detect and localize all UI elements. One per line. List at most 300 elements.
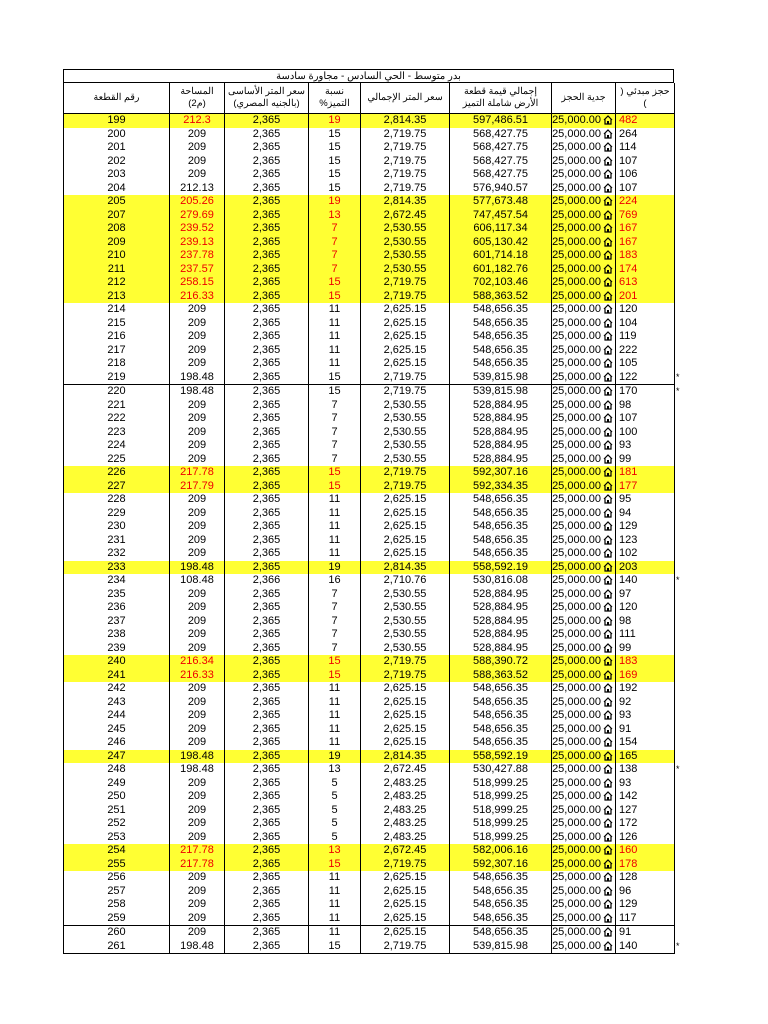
cell-reservations: 93 [616, 777, 675, 791]
cell-plot-no: 234 [64, 574, 170, 588]
deposit-value: 25,000.00 [552, 452, 601, 465]
cell-plot-no: 232 [64, 547, 170, 561]
table-row [64, 330, 675, 344]
deposit-value: 25,000.00 [552, 533, 601, 546]
table-body [64, 114, 675, 954]
deposit-value: 25,000.00 [552, 695, 601, 708]
deposit-value: 25,000.00 [552, 871, 601, 884]
deposit-value: 25,000.00 [552, 493, 601, 506]
cell-total-meter-price: 2,719.75 [361, 182, 450, 196]
cell-area: 209 [170, 520, 225, 534]
cell-base-price: 2,365 [225, 439, 309, 453]
cell-total-value: 548,656.35 [450, 344, 552, 358]
cell-deposit [552, 723, 616, 737]
cell-reservations: 123 [616, 534, 675, 548]
house-icon [603, 764, 613, 774]
table-row [64, 128, 675, 142]
table-row [64, 709, 675, 723]
cell-premium-pct: 11 [309, 493, 361, 507]
table-row [64, 195, 675, 209]
table-row [64, 777, 675, 791]
cell-reservations: 91 [616, 926, 675, 940]
header-premium-pct: نسبة التميز% [309, 83, 361, 114]
cell-premium-pct: 7 [309, 222, 361, 236]
cell-deposit [552, 168, 616, 182]
cell-total-meter-price: 2,672.45 [361, 209, 450, 223]
cell-total-value: 548,656.35 [450, 898, 552, 912]
cell-premium-pct: 7 [309, 439, 361, 453]
cell-base-price: 2,365 [225, 412, 309, 426]
table-row [64, 858, 675, 872]
house-icon [603, 250, 613, 260]
cell-total-value: 548,656.35 [450, 330, 552, 344]
cell-plot-no: 228 [64, 493, 170, 507]
cell-deposit [552, 696, 616, 710]
cell-total-value: 528,884.95 [450, 628, 552, 642]
cell-total-value: 568,427.75 [450, 168, 552, 182]
cell-total-meter-price: 2,625.15 [361, 547, 450, 561]
table-row [64, 141, 675, 155]
house-icon [603, 494, 613, 504]
table-row [64, 114, 675, 128]
row-star-mark: * [676, 575, 680, 585]
row-star-mark: * [676, 764, 680, 774]
cell-plot-no: 260 [64, 926, 170, 940]
plots-table [63, 83, 675, 954]
cell-area: 209 [170, 642, 225, 656]
house-icon [603, 616, 613, 626]
table-row [64, 601, 675, 615]
deposit-value: 25,000.00 [552, 235, 601, 248]
cell-plot-no: 257 [64, 885, 170, 899]
cell-total-value: 548,656.35 [450, 493, 552, 507]
cell-plot-no: 204 [64, 182, 170, 196]
cell-total-value: 577,673.48 [450, 195, 552, 209]
cell-total-value: 548,656.35 [450, 926, 552, 940]
cell-total-value: 606,117.34 [450, 222, 552, 236]
deposit-value: 25,000.00 [552, 289, 601, 302]
cell-deposit [552, 114, 616, 128]
cell-premium-pct: 15 [309, 141, 361, 155]
header-total-meter-price: سعر المتر الإجمالي [361, 83, 450, 114]
cell-base-price: 2,365 [225, 601, 309, 615]
price-sheet [63, 69, 674, 954]
cell-reservations: 114 [616, 141, 675, 155]
house-icon [603, 643, 613, 653]
cell-total-value: 539,815.98 [450, 940, 552, 954]
cell-base-price: 2,365 [225, 588, 309, 602]
cell-reservations: 91 [616, 723, 675, 737]
sheet-title: بدر متوسط - الحي السادس - مجاورة سادسة [63, 69, 674, 83]
cell-area: 209 [170, 912, 225, 926]
cell-area: 209 [170, 790, 225, 804]
cell-base-price: 2,365 [225, 844, 309, 858]
cell-premium-pct: 11 [309, 723, 361, 737]
cell-total-meter-price: 2,719.75 [361, 155, 450, 169]
cell-deposit [552, 209, 616, 223]
deposit-value: 25,000.00 [552, 803, 601, 816]
cell-deposit [552, 399, 616, 413]
cell-total-value: 528,884.95 [450, 439, 552, 453]
cell-area: 209 [170, 736, 225, 750]
cell-deposit [552, 561, 616, 575]
cell-reservations: 160 [616, 844, 675, 858]
cell-premium-pct: 5 [309, 790, 361, 804]
cell-total-value: 576,940.57 [450, 182, 552, 196]
cell-deposit [552, 898, 616, 912]
table-row [64, 696, 675, 710]
cell-total-value: 588,363.52 [450, 669, 552, 683]
cell-reservations: 172 [616, 817, 675, 831]
cell-total-meter-price: 2,710.76 [361, 574, 450, 588]
cell-premium-pct: 11 [309, 709, 361, 723]
cell-base-price: 2,365 [225, 209, 309, 223]
cell-premium-pct: 16 [309, 574, 361, 588]
deposit-value: 25,000.00 [552, 181, 601, 194]
cell-deposit [552, 736, 616, 750]
cell-plot-no: 199 [64, 114, 170, 128]
cell-reservations: 264 [616, 128, 675, 142]
row-star-mark: * [676, 940, 680, 951]
cell-premium-pct: 13 [309, 209, 361, 223]
cell-deposit [552, 453, 616, 467]
cell-total-value: 592,334.35 [450, 480, 552, 494]
cell-area: 209 [170, 453, 225, 467]
cell-deposit [552, 344, 616, 358]
house-icon [603, 427, 613, 437]
cell-premium-pct: 15 [309, 155, 361, 169]
cell-deposit [552, 817, 616, 831]
deposit-value: 25,000.00 [552, 547, 601, 560]
cell-reservations: 222 [616, 344, 675, 358]
cell-reservations: 92 [616, 696, 675, 710]
house-icon [603, 670, 613, 680]
cell-total-value: 747,457.54 [450, 209, 552, 223]
cell-reservations: 183 [616, 249, 675, 263]
cell-reservations: 106 [616, 168, 675, 182]
cell-premium-pct: 7 [309, 601, 361, 615]
house-icon [603, 832, 613, 842]
cell-area: 209 [170, 344, 225, 358]
cell-plot-no: 246 [64, 736, 170, 750]
table-row [64, 588, 675, 602]
cell-area: 108.48 [170, 574, 225, 588]
table-row [64, 615, 675, 629]
cell-premium-pct: 5 [309, 804, 361, 818]
house-icon [603, 115, 613, 125]
table-row [64, 480, 675, 494]
cell-area: 209 [170, 926, 225, 940]
cell-premium-pct: 19 [309, 561, 361, 575]
cell-premium-pct: 15 [309, 182, 361, 196]
deposit-value: 25,000.00 [552, 479, 601, 492]
deposit-value: 25,000.00 [552, 763, 601, 776]
cell-reservations: 154 [616, 736, 675, 750]
cell-area: 209 [170, 317, 225, 331]
table-row [64, 439, 675, 453]
cell-premium-pct: 15 [309, 276, 361, 290]
house-icon [603, 358, 613, 368]
deposit-value: 25,000.00 [552, 722, 601, 735]
cell-total-value: 702,103.46 [450, 276, 552, 290]
cell-deposit [552, 642, 616, 656]
cell-plot-no: 214 [64, 303, 170, 317]
cell-plot-no: 261 [64, 940, 170, 954]
deposit-value: 25,000.00 [552, 926, 601, 939]
cell-plot-no: 243 [64, 696, 170, 710]
cell-plot-no: 210 [64, 249, 170, 263]
cell-total-meter-price: 2,530.55 [361, 628, 450, 642]
deposit-value: 25,000.00 [552, 114, 601, 127]
table-row [64, 222, 675, 236]
cell-premium-pct: 19 [309, 114, 361, 128]
cell-plot-no: 201 [64, 141, 170, 155]
cell-premium-pct: 11 [309, 344, 361, 358]
table-row [64, 507, 675, 521]
cell-total-value: 548,656.35 [450, 736, 552, 750]
cell-base-price: 2,365 [225, 222, 309, 236]
table-row [64, 669, 675, 683]
cell-total-meter-price: 2,483.25 [361, 831, 450, 845]
cell-area: 198.48 [170, 940, 225, 954]
cell-deposit [552, 804, 616, 818]
cell-premium-pct: 15 [309, 655, 361, 669]
cell-total-meter-price: 2,625.15 [361, 898, 450, 912]
cell-base-price: 2,365 [225, 520, 309, 534]
cell-reservations: 183 [616, 655, 675, 669]
cell-area: 209 [170, 615, 225, 629]
cell-reservations: 127 [616, 804, 675, 818]
cell-base-price: 2,365 [225, 723, 309, 737]
cell-reservations: 99 [616, 642, 675, 656]
house-icon [603, 142, 613, 152]
table-row [64, 940, 675, 954]
house-icon [603, 805, 613, 815]
cell-total-value: 548,656.35 [450, 534, 552, 548]
cell-reservations: 93 [616, 439, 675, 453]
cell-total-meter-price: 2,625.15 [361, 696, 450, 710]
cell-base-price: 2,365 [225, 709, 309, 723]
cell-total-value: 548,656.35 [450, 709, 552, 723]
cell-area: 216.33 [170, 669, 225, 683]
cell-plot-no: 212 [64, 276, 170, 290]
cell-total-value: 548,656.35 [450, 696, 552, 710]
cell-reservations: 98 [616, 615, 675, 629]
cell-base-price: 2,365 [225, 534, 309, 548]
cell-total-meter-price: 2,719.75 [361, 655, 450, 669]
cell-total-value: 528,884.95 [450, 601, 552, 615]
cell-premium-pct: 5 [309, 777, 361, 791]
house-icon [603, 724, 613, 734]
cell-total-meter-price: 2,530.55 [361, 588, 450, 602]
cell-premium-pct: 15 [309, 128, 361, 142]
cell-reservations: 174 [616, 263, 675, 277]
house-icon [603, 386, 613, 396]
table-row [64, 453, 675, 467]
cell-total-value: 528,884.95 [450, 588, 552, 602]
cell-area: 209 [170, 777, 225, 791]
cell-area: 209 [170, 128, 225, 142]
house-icon [603, 845, 613, 855]
cell-deposit [552, 655, 616, 669]
cell-area: 198.48 [170, 561, 225, 575]
deposit-value: 25,000.00 [552, 641, 601, 654]
cell-premium-pct: 19 [309, 750, 361, 764]
cell-plot-no: 200 [64, 128, 170, 142]
cell-area: 209 [170, 547, 225, 561]
cell-deposit [552, 507, 616, 521]
table-row [64, 763, 675, 777]
deposit-value: 25,000.00 [552, 127, 601, 140]
cell-area: 237.57 [170, 263, 225, 277]
cell-base-price: 2,365 [225, 114, 309, 128]
cell-reservations: 178 [616, 858, 675, 872]
cell-area: 239.52 [170, 222, 225, 236]
table-row [64, 831, 675, 845]
cell-area: 239.13 [170, 236, 225, 250]
deposit-value: 25,000.00 [552, 316, 601, 329]
cell-base-price: 2,365 [225, 912, 309, 926]
cell-plot-no: 218 [64, 357, 170, 371]
cell-plot-no: 216 [64, 330, 170, 344]
cell-premium-pct: 11 [309, 507, 361, 521]
house-icon [603, 467, 613, 477]
cell-premium-pct: 7 [309, 426, 361, 440]
cell-reservations: 120 [616, 601, 675, 615]
deposit-value: 25,000.00 [552, 830, 601, 843]
house-icon [603, 710, 613, 720]
cell-total-meter-price: 2,530.55 [361, 426, 450, 440]
cell-reservations: 203 [616, 561, 675, 575]
house-icon [603, 400, 613, 410]
cell-deposit [552, 601, 616, 615]
cell-total-value: 518,999.25 [450, 804, 552, 818]
table-row [64, 357, 675, 371]
cell-premium-pct: 11 [309, 534, 361, 548]
cell-base-price: 2,365 [225, 399, 309, 413]
cell-plot-no: 209 [64, 236, 170, 250]
deposit-value: 25,000.00 [552, 330, 601, 343]
cell-total-value: 548,656.35 [450, 507, 552, 521]
house-icon [603, 454, 613, 464]
cell-total-meter-price: 2,719.75 [361, 858, 450, 872]
cell-total-value: 548,656.35 [450, 357, 552, 371]
table-row [64, 926, 675, 940]
cell-plot-no: 239 [64, 642, 170, 656]
cell-total-meter-price: 2,625.15 [361, 709, 450, 723]
table-row [64, 209, 675, 223]
cell-reservations: 105 [616, 357, 675, 371]
cell-base-price: 2,365 [225, 371, 309, 385]
cell-area: 209 [170, 155, 225, 169]
house-icon [603, 927, 613, 937]
deposit-value: 25,000.00 [552, 560, 601, 573]
table-row [64, 804, 675, 818]
cell-base-price: 2,365 [225, 696, 309, 710]
cell-total-meter-price: 2,719.75 [361, 168, 450, 182]
deposit-value: 25,000.00 [552, 911, 601, 924]
house-icon [603, 413, 613, 423]
cell-premium-pct: 7 [309, 453, 361, 467]
cell-deposit [552, 831, 616, 845]
deposit-value: 25,000.00 [552, 357, 601, 370]
cell-plot-no: 254 [64, 844, 170, 858]
house-icon [603, 481, 613, 491]
cell-plot-no: 225 [64, 453, 170, 467]
cell-total-value: 528,884.95 [450, 615, 552, 629]
cell-area: 212.13 [170, 182, 225, 196]
table-row [64, 547, 675, 561]
cell-area: 198.48 [170, 763, 225, 777]
house-icon [603, 751, 613, 761]
cell-premium-pct: 15 [309, 669, 361, 683]
header-plot-no: رقم القطعة [64, 83, 170, 114]
house-icon [603, 872, 613, 882]
cell-base-price: 2,365 [225, 493, 309, 507]
cell-total-value: 548,656.35 [450, 723, 552, 737]
house-icon [603, 304, 613, 314]
table-row [64, 534, 675, 548]
cell-total-meter-price: 2,530.55 [361, 439, 450, 453]
cell-total-value: 518,999.25 [450, 817, 552, 831]
cell-reservations: 98 [616, 399, 675, 413]
house-icon [603, 548, 613, 558]
cell-deposit [552, 844, 616, 858]
cell-base-price: 2,365 [225, 303, 309, 317]
cell-deposit [552, 520, 616, 534]
cell-deposit [552, 493, 616, 507]
cell-plot-no: 259 [64, 912, 170, 926]
house-icon [603, 697, 613, 707]
cell-area: 209 [170, 426, 225, 440]
cell-base-price: 2,366 [225, 574, 309, 588]
cell-plot-no: 253 [64, 831, 170, 845]
house-icon [603, 562, 613, 572]
house-icon [603, 277, 613, 287]
cell-plot-no: 247 [64, 750, 170, 764]
cell-total-value: 518,999.25 [450, 790, 552, 804]
cell-base-price: 2,365 [225, 317, 309, 331]
cell-base-price: 2,365 [225, 426, 309, 440]
house-icon [603, 183, 613, 193]
deposit-value: 25,000.00 [552, 303, 601, 316]
cell-premium-pct: 15 [309, 168, 361, 182]
cell-plot-no: 207 [64, 209, 170, 223]
table-row [64, 682, 675, 696]
cell-reservations: 96 [616, 885, 675, 899]
cell-premium-pct: 15 [309, 290, 361, 304]
cell-total-meter-price: 2,530.55 [361, 642, 450, 656]
cell-premium-pct: 11 [309, 912, 361, 926]
table-row [64, 871, 675, 885]
cell-base-price: 2,365 [225, 263, 309, 277]
cell-area: 217.78 [170, 844, 225, 858]
deposit-value: 25,000.00 [552, 749, 601, 762]
cell-area: 209 [170, 723, 225, 737]
cell-total-meter-price: 2,719.75 [361, 141, 450, 155]
cell-plot-no: 256 [64, 871, 170, 885]
cell-area: 209 [170, 141, 225, 155]
cell-plot-no: 215 [64, 317, 170, 331]
table-row [64, 898, 675, 912]
cell-total-value: 518,999.25 [450, 777, 552, 791]
cell-deposit [552, 750, 616, 764]
cell-total-value: 530,427.88 [450, 763, 552, 777]
cell-area: 209 [170, 507, 225, 521]
cell-total-value: 539,815.98 [450, 385, 552, 399]
cell-deposit [552, 466, 616, 480]
cell-total-meter-price: 2,625.15 [361, 507, 450, 521]
